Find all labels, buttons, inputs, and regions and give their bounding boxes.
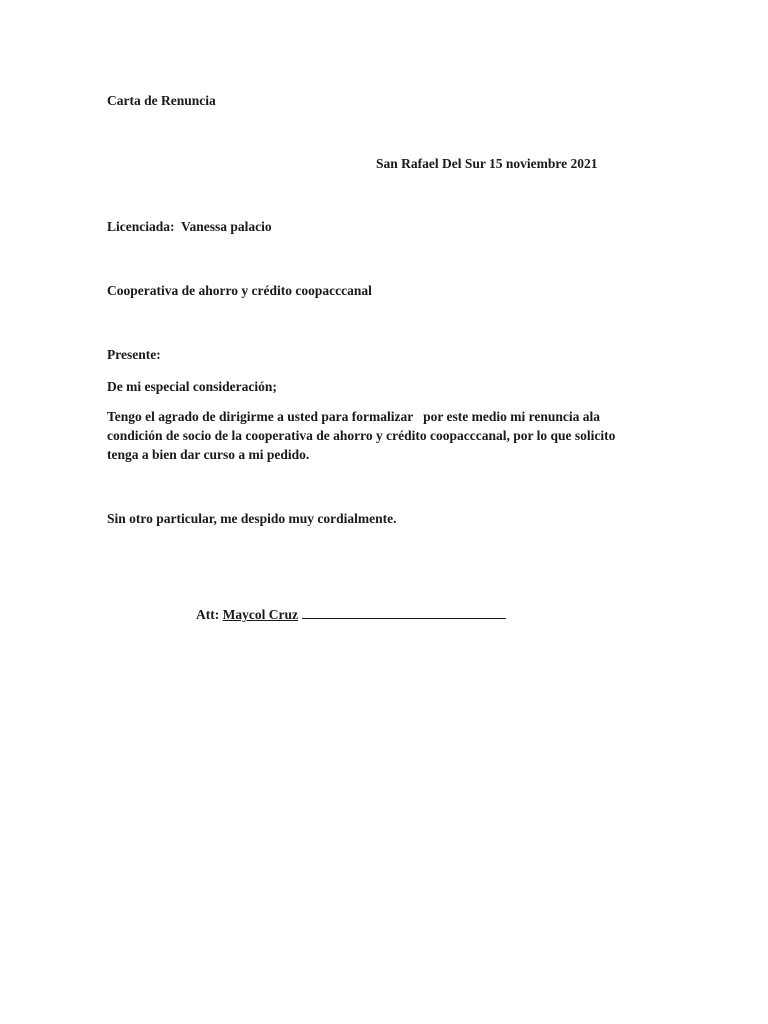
letter-body: [107, 407, 667, 464]
body-line: condición de socio de la cooperativa de ahorro y crédito coopacccanal, por lo que solicito: [107, 428, 616, 443]
salutation: De mi especial consideración;: [107, 379, 277, 394]
letter-title: Carta de Renuncia: [107, 93, 216, 108]
signature-name: Maycol Cruz: [222, 607, 298, 622]
signature-underline: [466, 604, 506, 619]
organization: Cooperativa de ahorro y crédito coopacccanal: [107, 283, 372, 298]
signature-block: [196, 604, 506, 624]
closing-line: Sin otro particular, me despido muy cordialmente.: [107, 511, 397, 526]
signature-underline: [384, 604, 466, 619]
body-line: tenga a bien dar curso a mi pedido.: [107, 447, 310, 462]
addressee: Licenciada: Vanessa palacio: [107, 219, 272, 234]
signature-prefix: Att:: [196, 607, 223, 622]
body-line: Tengo el agrado de dirigirme a usted para formalizar por este medio mi renuncia ala: [107, 409, 600, 424]
place-date: San Rafael Del Sur 15 noviembre 2021: [376, 156, 598, 171]
presente-label: Presente:: [107, 347, 161, 362]
signature-underline: [302, 604, 384, 619]
